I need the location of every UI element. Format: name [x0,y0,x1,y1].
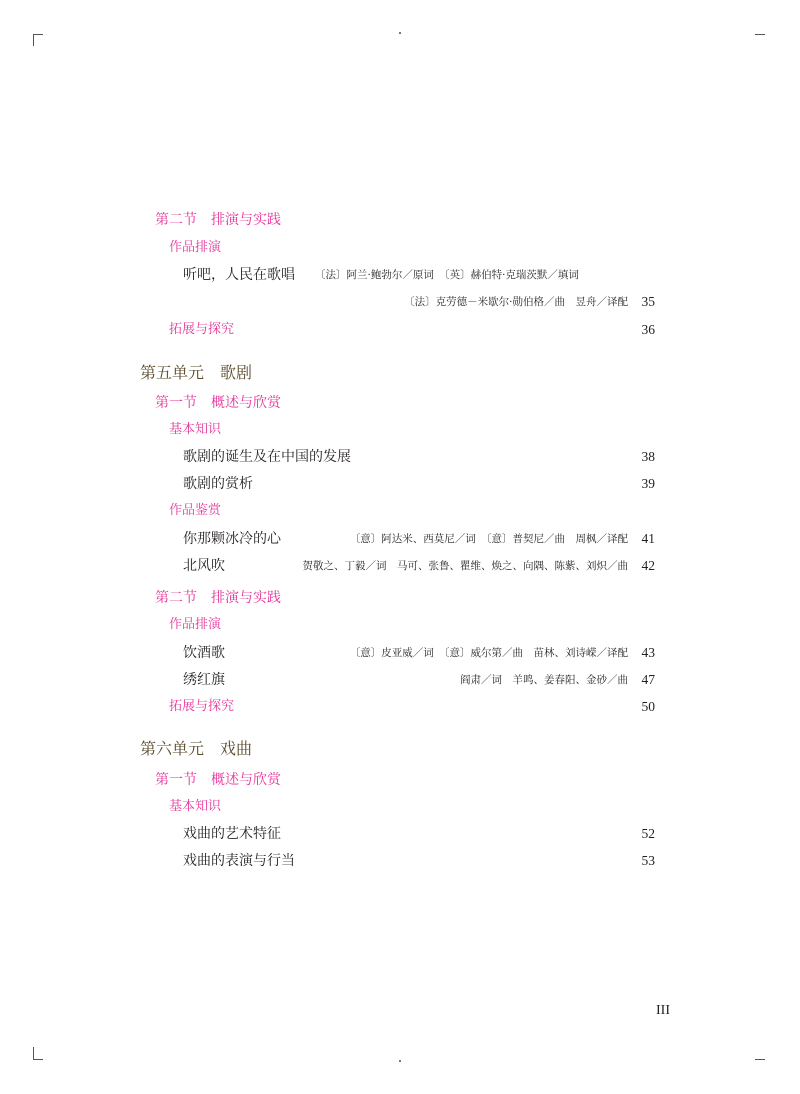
entry-page-number: 38 [641,449,655,464]
entry-page-number: 36 [641,322,655,337]
toc-explore-entry[interactable] [0,695,800,719]
entry-title[interactable]: 歌剧的诞生及在中国的发展 [183,449,351,465]
entry-title[interactable]: 绣红旗 [183,672,225,688]
entry-credit: 阎肃／词 羊鸣、姜春阳、金砂／曲 [460,674,628,686]
folio-page-number: III [656,1003,670,1018]
entry-title[interactable]: 戏曲的艺术特征 [183,826,281,842]
unit-heading-text: 第五单元 歌剧 [140,363,253,382]
toc-entry[interactable] [0,668,800,692]
toc-entry[interactable] [0,445,800,469]
toc-section-heading [0,768,800,792]
subheading-text: 基本知识 [169,799,222,814]
toc-unit-heading [0,736,800,762]
entry-credit: 〔意〕皮亚威／词 〔意〕威尔第／曲 苗林、刘诗嵘／译配 [349,647,628,659]
section-heading-text: 第一节 概述与欣赏 [155,772,281,788]
subheading-text: 作品排演 [169,240,222,255]
toc-entry[interactable] [0,822,800,846]
entry-title[interactable]: 戏曲的表演与行当 [183,853,295,869]
toc-explore-entry[interactable] [0,318,800,342]
toc-section-heading [0,391,800,415]
entry-page-number: 41 [641,531,655,546]
crop-mark-bottom-left-v [33,1047,34,1059]
crop-mark-bottom-right-h [755,1059,765,1060]
entry-page-number: 43 [641,645,655,660]
crop-mark-bottom-left-h [33,1059,43,1060]
crop-mark-top-left-v [33,34,34,46]
entry-page-number: 35 [641,294,655,309]
crop-mark-top-right-h [755,34,765,35]
center-mark-top [399,32,401,34]
entry-title[interactable]: 听吧，人民在歌唱 [183,267,295,283]
toc-subheading [0,418,800,442]
center-mark-bottom [399,1060,401,1062]
entry-credit: 〔法〕克劳德－米歇尔·勋伯格／曲 昱舟／译配 [404,296,628,308]
entry-title[interactable]: 饮酒歌 [183,645,225,661]
toc-section-heading [0,586,800,610]
entry-credit: 〔意〕阿达米、西莫尼／词 〔意〕普契尼／曲 周枫／译配 [349,533,628,545]
toc-entry-continued[interactable] [0,290,800,314]
entry-credit: 〔法〕阿兰·鲍勃尔／原词 〔英〕赫伯特·克瑞茨默／填词 [315,269,579,281]
section-heading-text: 第二节 排演与实践 [155,590,281,606]
entry-credit: 贺敬之、丁毅／词 马可、张鲁、瞿维、焕之、向隅、陈紫、刘炽／曲 [302,560,628,572]
toc-entry[interactable] [0,527,800,551]
entry-page-number: 50 [641,699,655,714]
entry-title[interactable]: 歌剧的赏析 [183,476,253,492]
toc-section-heading [0,208,800,232]
entry-page-number: 42 [641,558,655,573]
subheading-text: 基本知识 [169,422,222,437]
explore-label[interactable]: 拓展与探究 [169,699,235,714]
entry-page-number: 39 [641,476,655,491]
toc-unit-heading [0,360,800,386]
toc-entry[interactable] [0,263,800,287]
explore-label[interactable]: 拓展与探究 [169,322,235,337]
subheading-text: 作品鉴赏 [169,503,222,518]
toc-subheading [0,613,800,637]
toc-entry[interactable] [0,849,800,873]
entry-page-number: 47 [641,672,655,687]
crop-mark-top-left-h [33,34,43,35]
section-heading-text: 第一节 概述与欣赏 [155,395,281,411]
toc-subheading [0,236,800,260]
subheading-text: 作品排演 [169,617,222,632]
toc-subheading [0,499,800,523]
entry-page-number: 52 [641,826,655,841]
unit-heading-text: 第六单元 戏曲 [140,739,253,758]
toc-entry[interactable] [0,554,800,578]
entry-title[interactable]: 你那颗冰冷的心 [183,531,281,547]
toc-entry[interactable] [0,641,800,665]
section-heading-text: 第二节 排演与实践 [155,212,281,228]
toc-entry[interactable] [0,472,800,496]
entry-title[interactable]: 北风吹 [183,558,225,574]
toc-subheading [0,795,800,819]
entry-page-number: 53 [641,853,655,868]
